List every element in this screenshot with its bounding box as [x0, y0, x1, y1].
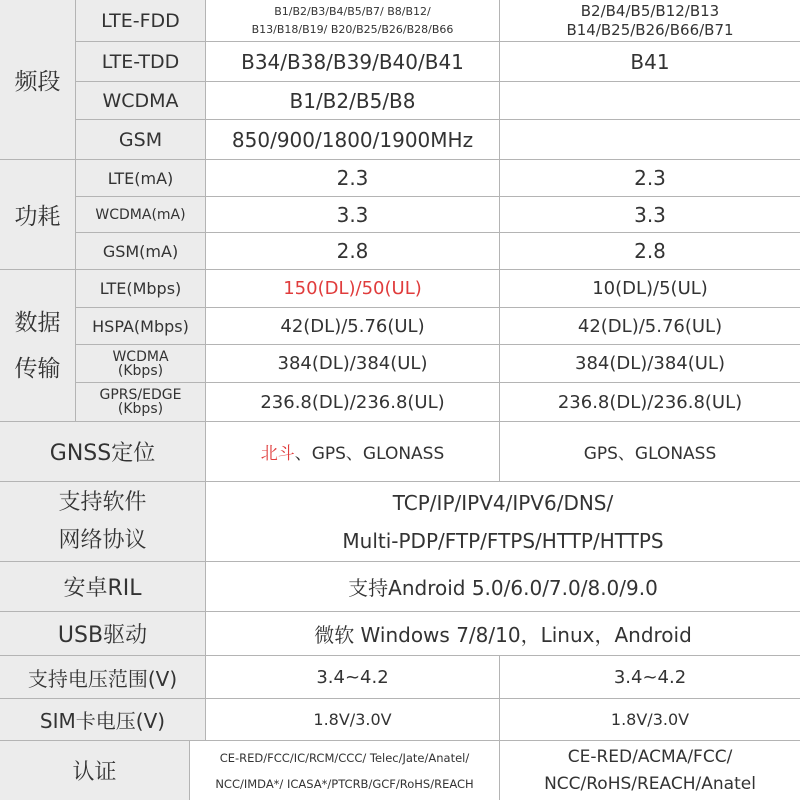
gsm-band-label: GSM	[76, 120, 206, 160]
data-lte-label: LTE(Mbps)	[76, 270, 206, 308]
ril-label: 安卓RIL	[0, 562, 206, 612]
cert-col2	[500, 741, 800, 800]
power-wcdma-col2: 3.3	[500, 197, 800, 233]
data-lte-col1-text: 150(DL)/50(UL)	[283, 278, 422, 299]
data-lte-col1	[206, 270, 500, 308]
wcdma-band-col2	[500, 82, 800, 120]
data-wcdma-col2: 384(DL)/384(UL)	[500, 345, 800, 383]
data-hspa-col2: 42(DL)/5.76(UL)	[500, 308, 800, 345]
gnss-col1-rest: 、GPS、GLONASS	[294, 444, 445, 464]
cert-label: 认证	[0, 741, 190, 800]
lte-fdd-col1-line2: B13/B18/B19/ B20/B25/B26/B28/B66	[251, 22, 454, 36]
cert-col1-line1: CE-RED/FCC/IC/RCM/CCC/ Telec/Jate/Anatel/	[219, 750, 470, 765]
wcdma-band-label: WCDMA	[76, 82, 206, 120]
gnss-col1-highlight: 北斗	[260, 444, 295, 464]
protocol-label	[0, 482, 206, 562]
lte-fdd-label: LTE-FDD	[76, 0, 206, 42]
sim-col1: 1.8V/3.0V	[206, 699, 500, 741]
band-category-text: 频段	[14, 69, 61, 95]
data-lte-col2: 10(DL)/5(UL)	[500, 270, 800, 308]
cert-col2-line1: CE-RED/ACMA/FCC/	[567, 746, 733, 767]
data-gprs-label	[76, 383, 206, 422]
data-wcdma-label-line2: (Kbps)	[117, 362, 164, 379]
lte-fdd-col1-line1: B1/B2/B3/B4/B5/B7/ B8/B12/	[274, 4, 431, 18]
gnss-label: GNSS定位	[0, 422, 206, 482]
gsm-band-col1: 850/900/1800/1900MHz	[206, 120, 500, 160]
usb-value: 微软 Windows 7/8/10，Linux，Android	[206, 612, 800, 656]
protocol-label-line2: 网络协议	[58, 527, 147, 553]
ril-value: 支持Android 5.0/6.0/7.0/8.0/9.0	[206, 562, 800, 612]
lte-tdd-col1: B34/B38/B39/B40/B41	[206, 42, 500, 82]
cert-col2-line2: NCC/RoHS/REACH/Anatel	[544, 773, 756, 794]
power-lte-col2: 2.3	[500, 160, 800, 197]
data-wcdma-col1: 384(DL)/384(UL)	[206, 345, 500, 383]
voltage-label: 支持电压范围(V)	[0, 656, 206, 699]
protocol-value	[206, 482, 800, 562]
power-wcdma-col1: 3.3	[206, 197, 500, 233]
lte-fdd-col2-line2: B14/B25/B26/B66/B71	[566, 20, 734, 39]
data-gprs-label-line1: GPRS/EDGE	[99, 387, 182, 403]
lte-fdd-col2	[500, 0, 800, 42]
voltage-col2: 3.4~4.2	[500, 656, 800, 699]
power-category	[0, 160, 76, 270]
lte-tdd-col2: B41	[500, 42, 800, 82]
power-lte-label: LTE(mA)	[76, 160, 206, 197]
data-wcdma-label	[76, 345, 206, 383]
wcdma-band-col1: B1/B2/B5/B8	[206, 82, 500, 120]
power-category-text: 功耗	[14, 204, 61, 230]
data-gprs-col2: 236.8(DL)/236.8(UL)	[500, 383, 800, 422]
power-gsm-label: GSM(mA)	[76, 233, 206, 270]
protocol-value-line1: TCP/IP/IPV4/IPV6/DNS/	[392, 490, 614, 515]
power-gsm-col1: 2.8	[206, 233, 500, 270]
data-category-line1: 数据	[14, 309, 61, 336]
cert-col1-line2: NCC/IMDA*/ ICASA*/PTCRB/GCF/RoHS/REACH	[215, 776, 474, 791]
data-wcdma-label-line1: WCDMA	[112, 348, 169, 365]
gnss-col2: GPS、GLONASS	[500, 422, 800, 482]
band-category	[0, 0, 76, 160]
data-category	[0, 270, 76, 422]
power-gsm-col2: 2.8	[500, 233, 800, 270]
protocol-label-line1: 支持软件	[58, 489, 147, 515]
lte-fdd-col2-line1: B2/B4/B5/B12/B13	[580, 1, 720, 20]
power-wcdma-label: WCDMA(mA)	[76, 197, 206, 233]
data-category-line2: 传输	[14, 355, 61, 382]
usb-label: USB驱动	[0, 612, 206, 656]
cert-col1	[190, 741, 500, 800]
data-hspa-col1: 42(DL)/5.76(UL)	[206, 308, 500, 345]
data-hspa-label: HSPA(Mbps)	[76, 308, 206, 345]
data-gprs-label-line2: (Kbps)	[117, 401, 164, 417]
power-lte-col1: 2.3	[206, 160, 500, 197]
protocol-value-line2: Multi-PDP/FTP/FTPS/HTTP/HTTPS	[342, 528, 664, 553]
sim-col2: 1.8V/3.0V	[500, 699, 800, 741]
voltage-col1: 3.4~4.2	[206, 656, 500, 699]
sim-label: SIM卡电压(V)	[0, 699, 206, 741]
gsm-band-col2	[500, 120, 800, 160]
lte-fdd-col1	[206, 0, 500, 42]
lte-tdd-label: LTE-TDD	[76, 42, 206, 82]
gnss-col1	[206, 422, 500, 482]
data-gprs-col1: 236.8(DL)/236.8(UL)	[206, 383, 500, 422]
